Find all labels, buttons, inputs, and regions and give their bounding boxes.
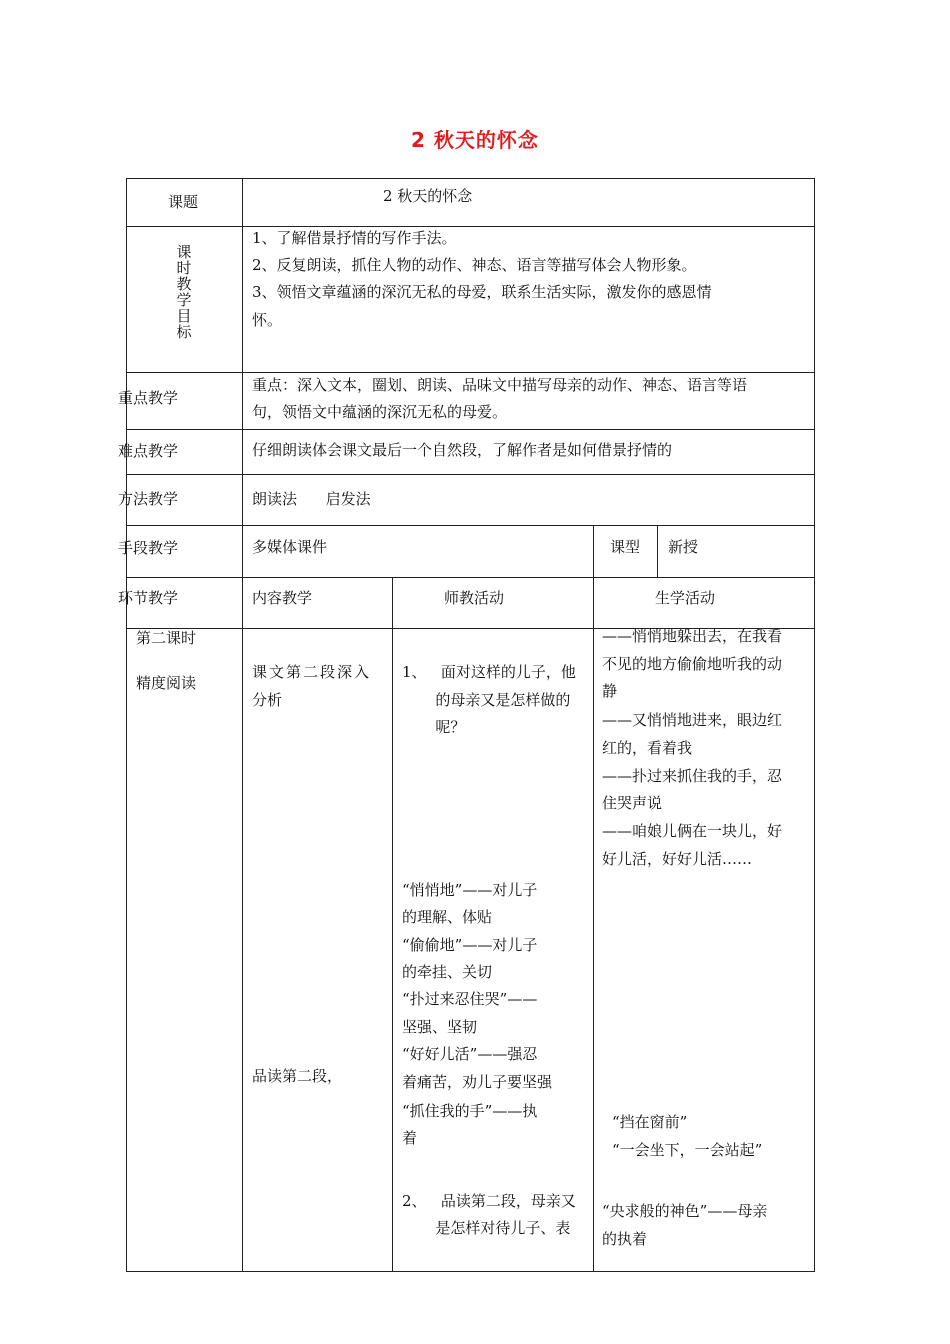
student-line: “央求般的神色”——母亲 <box>602 1202 768 1220</box>
teacher-line: 1、 面对这样的儿子，他 <box>402 663 576 681</box>
content-item: 课文第二段深入 <box>252 663 372 681</box>
goals-label: 课时教学目标 <box>176 243 192 341</box>
means-label: 手段教学 <box>118 539 179 557</box>
teacher-line: 2、 品读第二段，母亲又 <box>402 1192 576 1210</box>
means-value: 多媒体课件 <box>252 538 328 556</box>
stage-header: 环节教学 <box>118 589 179 607</box>
goal-item: 1、了解借景抒情的写作手法。 <box>252 229 457 247</box>
goal-item: 3、领悟文章蕴涵的深沉无私的母爱，联系生活实际，激发你的感恩情 <box>252 283 712 301</box>
student-line: 红的，看着我 <box>602 739 693 757</box>
teacher-line: 呢？ <box>402 718 466 736</box>
teacher-line: 坚强、坚韧 <box>402 1018 478 1036</box>
teacher-line: “好好儿活”——强忍 <box>402 1045 538 1063</box>
student-line: 好儿活，好好儿活…… <box>602 850 753 868</box>
teacher-line: 的理解、体贴 <box>402 908 493 926</box>
method-value: 朗读法 启发法 <box>252 490 371 508</box>
difficulty-label: 难点教学 <box>118 442 179 460</box>
student-line: 静 <box>602 682 618 700</box>
teacher-header: 师教活动 <box>444 589 505 607</box>
student-line: “一会坐下，一会站起” <box>612 1141 763 1159</box>
stage-item: 第二课时 <box>136 629 197 647</box>
content-item: 品读第二段， <box>252 1067 343 1085</box>
teacher-line: “悄悄地”——对儿子 <box>402 881 538 899</box>
stage-item: 精度阅读 <box>136 674 197 692</box>
teacher-line: 的母亲又是怎样做的 <box>402 691 571 709</box>
teacher-line: “抓住我的手”——执 <box>402 1102 538 1120</box>
student-line: “挡在窗前” <box>612 1113 688 1131</box>
student-line: 的执着 <box>602 1230 648 1248</box>
student-line: ——悄悄地躲出去，在我看 <box>602 627 783 645</box>
teacher-line: 的牵挂、关切 <box>402 963 493 981</box>
student-line: ——扑过来抓住我的手，忍 <box>602 767 783 785</box>
content-item: 分析 <box>252 691 283 709</box>
key-points-label: 重点教学 <box>118 389 179 407</box>
lesson-type-value: 新授 <box>668 538 699 556</box>
student-line: 住哭声说 <box>602 794 663 812</box>
student-line: 不见的地方偷偷地听我的动 <box>602 655 783 673</box>
teacher-line: “偷偷地”——对儿子 <box>402 936 538 954</box>
key-points-line: 句，领悟文中蕴涵的深沉无私的母爱。 <box>252 403 508 421</box>
teacher-line: 着痛苦，劝儿子要坚强 <box>402 1073 553 1091</box>
difficulty-value: 仔细朗读体会课文最后一个自然段，了解作者是如何借景抒情的 <box>252 441 673 459</box>
teacher-line: 是怎样对待儿子、表 <box>402 1219 571 1237</box>
goal-item: 怀。 <box>252 311 283 329</box>
topic-value: 2 秋天的怀念 <box>383 187 473 205</box>
student-line: ——又悄悄地进来，眼边红 <box>602 711 783 729</box>
topic-label: 课题 <box>168 193 199 211</box>
student-header: 生学活动 <box>655 589 716 607</box>
teacher-line: “扑过来忍住哭”—— <box>402 990 538 1008</box>
method-label: 方法教学 <box>118 490 179 508</box>
teacher-line: 着 <box>402 1129 418 1147</box>
page-title: 2 秋天的怀念 <box>411 128 539 152</box>
key-points-line: 重点：深入文本，圈划、朗读、品味文中描写母亲的动作、神态、语言等语 <box>252 376 748 394</box>
student-line: ——咱娘儿俩在一块儿，好 <box>602 822 783 840</box>
content-header: 内容教学 <box>252 589 313 607</box>
goal-item: 2、反复朗读，抓住人物的动作、神态、语言等描写体会人物形象。 <box>252 256 697 274</box>
lesson-type-label: 课型 <box>610 538 641 556</box>
